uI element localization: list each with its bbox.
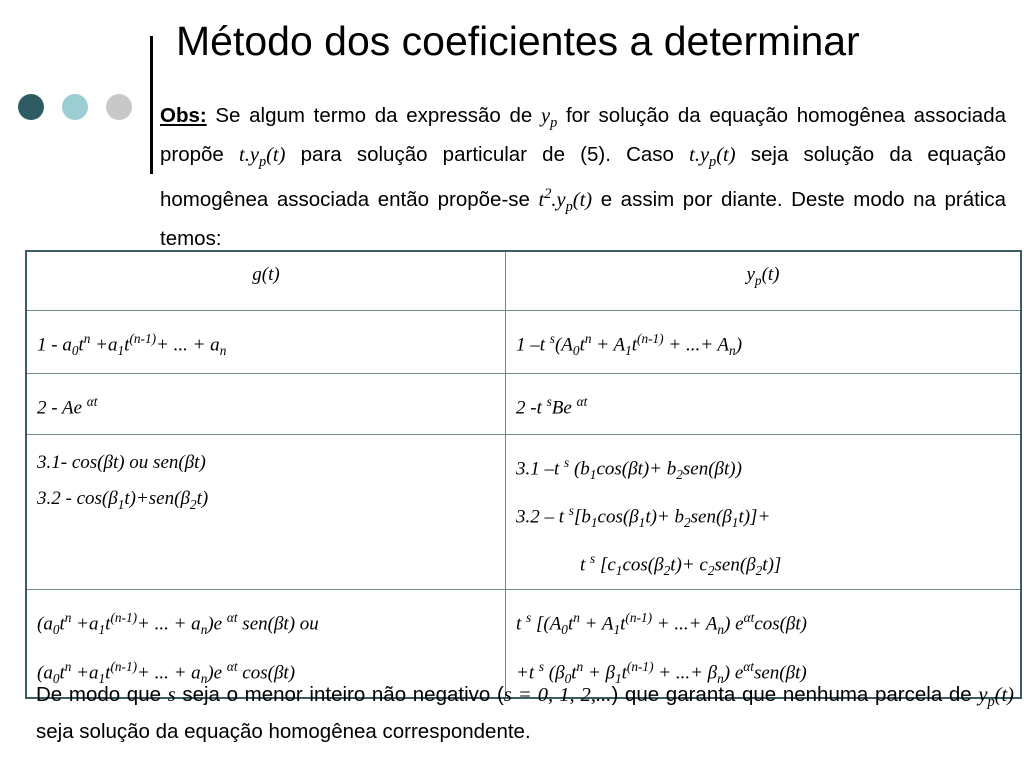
- math-t2-yp-t: $t^2.y_p(t)$: [538, 186, 593, 216]
- table-header-row: [26, 251, 1021, 311]
- row3-yp: 3.1 –t $^s$ $(b_1\cos(\beta t)+ b_2sen(\beta t))$ 3.2 – t $^s[b_1\cos(\beta_1t)+ b_2sen(\beta_1t)]+$ t $^s$ $[c_1\cos(\beta_2t)+ c_2sen(\beta_2t)]$: [506, 435, 1022, 590]
- vertical-divider: [150, 36, 153, 174]
- footer-note: [36, 680, 1014, 747]
- obs-text-2: for solução da equação homogênea associada propõe: [160, 104, 1006, 167]
- dark-teal-dot: [18, 94, 44, 120]
- obs-text-5: e assim por diante. Deste modo na prática temos:: [160, 188, 1006, 251]
- row4-yp: t $^s$ [($A_0t^n + A_1t^{(n-1)}$ + ...+ $A_n$) $e^{\alpha t}\cos(\beta t)$ +t $^s$ ($\beta_0t^n + \beta_1t^{(n-1)}$ + ...+ $\beta_n$) $e^{\alpha t}sen(\beta t)$: [506, 590, 1022, 698]
- row2-g: 2 - Ae $^{\alpha t}$: [26, 374, 506, 435]
- header-g-t: g(t): [26, 251, 506, 311]
- note-text-2: seja o menor inteiro não negativo (: [175, 683, 504, 706]
- gray-dot: [106, 94, 132, 120]
- obs-text-1: Se algum termo da expressão de: [206, 104, 541, 127]
- row2-yp: 2 -t $^s$Be $^{\alpha t}$: [506, 374, 1022, 435]
- obs-text-4: seja solução da equação homogênea associada então propõe-se: [160, 143, 1007, 212]
- light-teal-dot: [62, 94, 88, 120]
- note-text-3: ) que garanta que nenhuma parcela de: [611, 683, 979, 706]
- obs-text-3: para solução particular de (5). Caso: [285, 143, 690, 167]
- math-t-yp-t-2: $t.y_p(t)$: [689, 144, 736, 171]
- table-row: [26, 374, 1021, 435]
- math-s: s: [167, 684, 176, 706]
- note-text-1: De modo que: [36, 683, 168, 706]
- row1-yp: 1 –t $^s(A_0t^n + A_1t^{(n-1)}$ + ...+ $A_n$): [506, 311, 1022, 374]
- row4-g: ($a_0t^n +a_1t^{(n-1)}+$ ... + $a_n)e$ $^{\alpha t}$ sen(βt) ou ($a_0t^n +a_1t^{(n-1)}+$ ... + $a_n)e$ $^{\alpha t}$ cos(βt): [26, 590, 506, 698]
- math-yp-t: $y_p(t)$: [978, 684, 1014, 711]
- math-s-values: s = 0, 1, 2,...: [503, 684, 612, 706]
- coefficient-table: [25, 250, 1022, 699]
- row1-g: $1 - a_0t^n +a_1t^{(n-1)}+$ ... + $a_n$: [26, 311, 506, 374]
- table-row: [26, 435, 1021, 590]
- slide-title: Método dos coeficientes a determinar: [176, 18, 860, 64]
- obs-paragraph: [160, 100, 1006, 255]
- row3-g: 3.1- cos(βt) ou sen(βt) $3.2 - \cos(\beta_1t)+sen(\beta_2t)$: [26, 435, 506, 590]
- math-t-yp-t: $t.y_p(t)$: [239, 144, 286, 171]
- obs-label: Obs:: [160, 104, 207, 127]
- header-yp-t: $y_p(t)$: [506, 251, 1022, 311]
- note-text-4: seja solução da equação homogênea correspondente.: [36, 720, 531, 744]
- math-yp: $y_p$: [540, 105, 558, 132]
- table-row: [26, 311, 1021, 374]
